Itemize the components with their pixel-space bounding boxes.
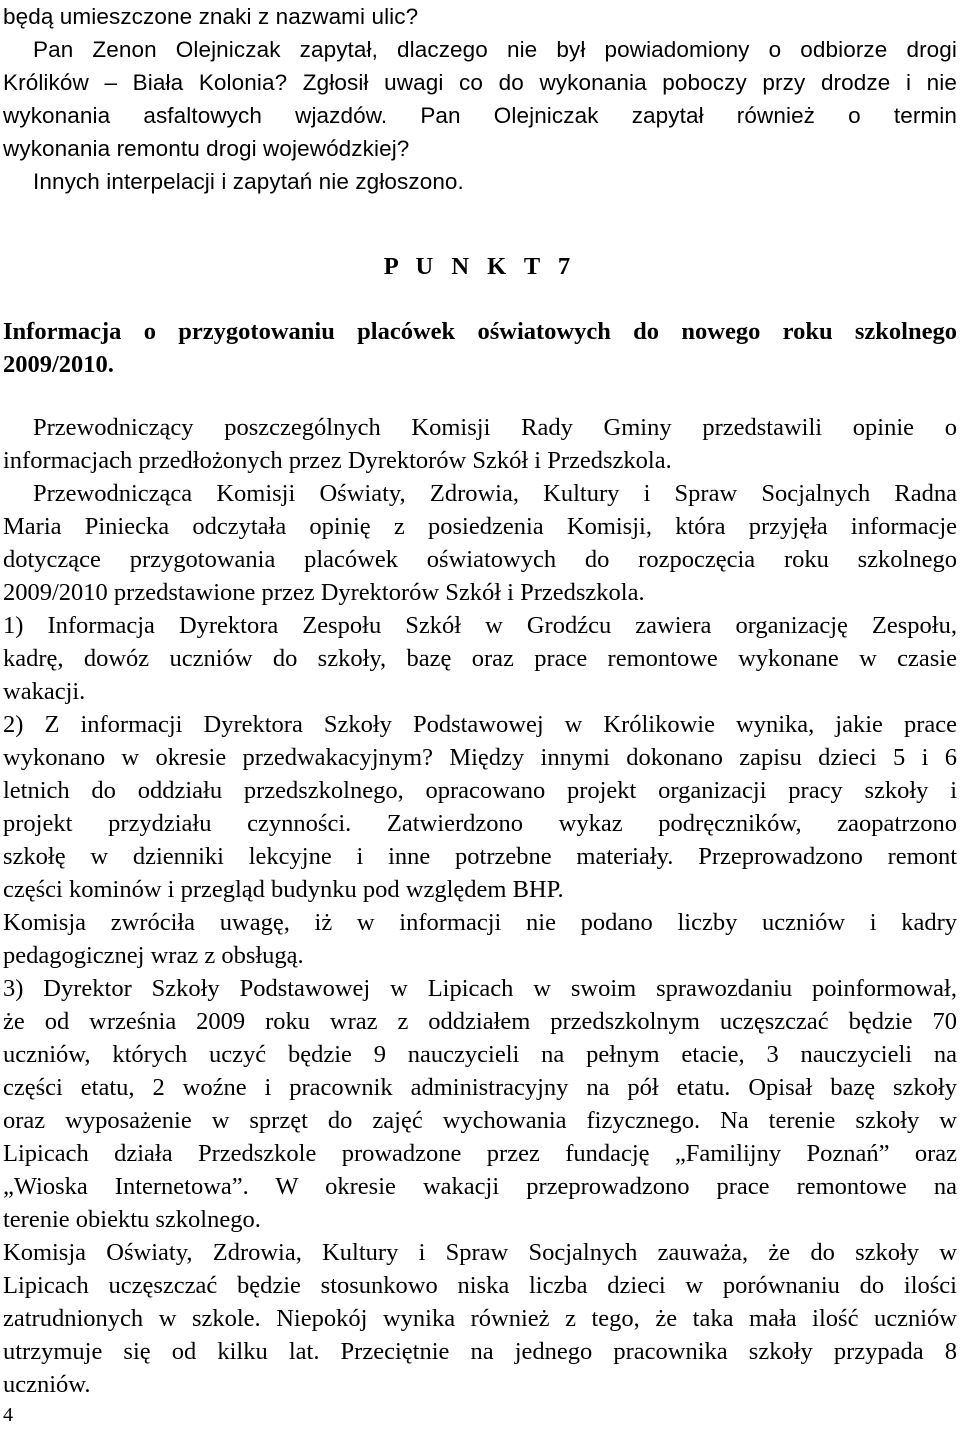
section-heading: P U N K T 7 (383, 253, 577, 280)
body-line-12: szkołę w dzienniki lekcyjne i inne potrzebne materiały. Przeprowadzono remont (3, 843, 957, 870)
body-line-17: że od września 2009 roku wraz z oddziałem przedszkolnym uczęszczać będzie 70 (3, 1008, 957, 1035)
intro-line-6: Innych interpelacji i zapytań nie zgłoszono. (33, 169, 464, 194)
body-line-7: wakacji. (3, 678, 86, 705)
topic-line-1: Informacja o przygotowaniu placówek oświatowych do nowego roku szkolnego (3, 318, 957, 345)
body-line-23: terenie obiektu szkolnego. (3, 1206, 261, 1233)
body-line-26: zatrudnionych w szkole. Niepokój wynika również z tego, że taka mała ilość uczniów (3, 1305, 957, 1332)
intro-line-2: Pan Zenon Olejniczak zapytał, dlaczego nie był powiadomiony o odbiorze drogi (33, 37, 957, 62)
body-line-13: części kominów i przegląd budynku pod względem BHP. (3, 876, 564, 903)
body-line-21: Lipicach działa Przedszkole prowadzone przez fundację „Familijny Poznań” oraz (3, 1140, 957, 1167)
body-line-6: kadrę, dowóz uczniów do szkoły, bazę oraz prace remontowe wykonane w czasie (3, 645, 957, 672)
body-line-16: 3) Dyrektor Szkoły Podstawowej w Lipicach w swoim sprawozdaniu poinformował, (3, 975, 957, 1002)
intro-line-4: wykonania asfaltowych wjazdów. Pan Olejniczak zapytał również o termin (3, 103, 957, 128)
body-line-4: 2009/2010 przedstawione przez Dyrektorów Szkół i Przedszkola. (3, 579, 645, 606)
body-line-10: letnich do oddziału przedszkolnego, opracowano projekt organizacji pracy szkoły i (3, 777, 957, 804)
body-line-11: projekt przydziału czynności. Zatwierdzono wykaz podręczników, zaopatrzono (3, 810, 957, 837)
body-line-28: uczniów. (3, 1371, 91, 1398)
paragraph-line: Przewodniczący poszczególnych Komisji Rady Gminy przedstawili opinie o (33, 414, 957, 441)
body-line-18: uczniów, których uczyć będzie 9 nauczycieli na pełnym etacie, 3 nauczycieli na (3, 1041, 957, 1068)
body-line-27: utrzymuje się od kilku lat. Przeciętnie na jednego pracownika szkoły przypada 8 (3, 1338, 957, 1365)
body-line-1: Przewodnicząca Komisji Oświaty, Zdrowia, Kultury i Spraw Socjalnych Radna (33, 480, 957, 507)
body-line-15: pedagogicznej wraz z obsługą. (3, 942, 304, 969)
body-line-8: 2) Z informacji Dyrektora Szkoły Podstawowej w Królikowie wynika, jakie prace (3, 711, 957, 738)
body-line-20: oraz wyposażenie w sprzęt do zajęć wychowania fizycznego. Na terenie szkoły w (3, 1107, 957, 1134)
topic-line-2: 2009/2010. (3, 351, 114, 378)
body-line-19: części etatu, 2 woźne i pracownik administracyjny na pół etatu. Opisał bazę szkoły (3, 1074, 957, 1101)
intro-line-1: będą umieszczone znaki z nazwami ulic? (3, 4, 419, 29)
body-line-14: Komisja zwróciła uwagę, iż w informacji nie podano liczby uczniów i kadry (3, 909, 957, 936)
intro-line-3: Królików – Biała Kolonia? Zgłosił uwagi co do wykonania poboczy przy drodze i nie (3, 70, 957, 95)
body-line-2: Maria Piniecka odczytała opinię z posiedzenia Komisji, która przyjęła informacje (3, 513, 957, 540)
body-line-3: dotyczące przygotowania placówek oświatowych do rozpoczęcia roku szkolnego (3, 546, 957, 573)
paragraph-line: informacjach przedłożonych przez Dyrektorów Szkół i Przedszkola. (3, 447, 672, 474)
body-line-25: Lipicach uczęszczać będzie stosunkowo niska liczba dzieci w porównaniu do ilości (3, 1272, 957, 1299)
body-line-22: „Wioska Internetowa”. W okresie wakacji przeprowadzono prace remontowe na (3, 1173, 957, 1200)
body-line-24: Komisja Oświaty, Zdrowia, Kultury i Spraw Socjalnych zauważa, że do szkoły w (3, 1239, 957, 1266)
body-line-9: wykonano w okresie przedwakacyjnym? Między innymi dokonano zapisu dzieci 5 i 6 (3, 744, 957, 771)
intro-line-5: wykonania remontu drogi wojewódzkiej? (3, 136, 410, 161)
page-number: 4 (3, 1404, 13, 1426)
body-line-5: 1) Informacja Dyrektora Zespołu Szkół w Grodźcu zawiera organizację Zespołu, (3, 612, 957, 639)
